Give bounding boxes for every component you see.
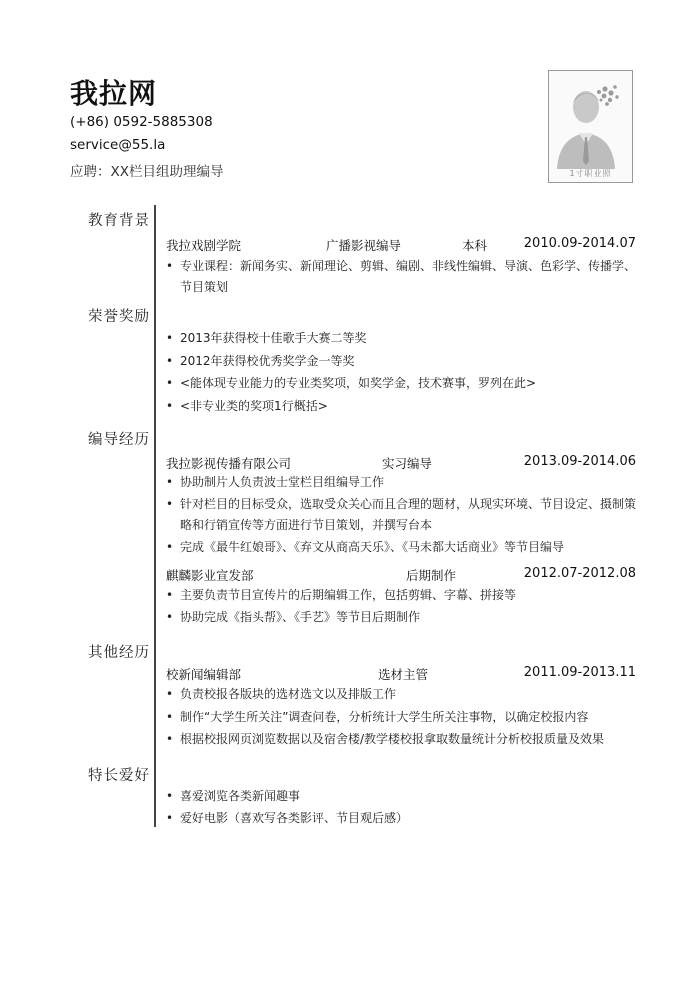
list-item: • 协助制片人负责波士堂栏目组编导工作 (166, 472, 636, 493)
job-role: 实习编导 (382, 456, 433, 471)
bullet-icon: • (166, 789, 174, 803)
job-date: 2013.09-2014.06 (523, 454, 636, 469)
section-title-other: 其他经历 (88, 645, 150, 661)
section-title-education: 教育背景 (88, 213, 150, 229)
bullet-icon: • (166, 588, 174, 602)
bullet-icon: • (166, 811, 174, 825)
bullet-icon: • (166, 732, 174, 746)
bullet-icon: • (166, 354, 174, 368)
resume-name: 我拉网 (70, 77, 158, 110)
major: 广播影视编导 (326, 238, 402, 253)
list-item: • 制作“大学生所关注”调查问卷，分析统计大学生所关注事物，以确定校报内容 (166, 707, 636, 728)
timeline-divider (154, 205, 156, 827)
bullet-icon: • (166, 399, 174, 413)
list-item: • 爱好电影（喜欢写各类影评、节目观后感） (166, 808, 636, 829)
bullet-icon: • (166, 331, 174, 345)
list-item: • 完成《最牛红娘哥》、《弃文从商高天乐》、《马未都大话商业》等节目编导 (166, 537, 636, 558)
profile-photo (548, 70, 633, 183)
list-item: • 喜爱浏览各类新闻趣事 (166, 786, 636, 807)
bullet-icon: • (166, 540, 174, 554)
education-date: 2010.09-2014.07 (523, 236, 636, 251)
list-item: • 协助完成《指头帮》、《手艺》等节目后期制作 (166, 607, 636, 628)
company-name: 我拉影视传播有限公司 (166, 456, 292, 471)
job-entry (166, 566, 636, 584)
list-item: • <能体现专业能力的专业类奖项，如奖学金，技术赛事，罗列在此> (166, 373, 636, 394)
bullet-icon: • (166, 687, 174, 701)
email-address: service@55.la (70, 137, 166, 153)
education-entry (166, 236, 636, 254)
list-item: • 负责校报各版块的选材选文以及排版工作 (166, 684, 636, 705)
degree: 本科 (462, 238, 488, 253)
list-item: • 针对栏目的目标受众，选取受众关心而且合理的题材，从现实环境、节目设定、摄制策略和行销宣传等方面进行节目策划，并撰写台本 (166, 494, 636, 536)
section-title-honors: 荣誉奖励 (88, 309, 150, 325)
section-title-directing: 编导经历 (88, 432, 150, 448)
company-name: 校新闻编辑部 (166, 667, 242, 682)
section-title-hobbies: 特长爱好 (88, 768, 150, 784)
job-entry (166, 454, 636, 472)
job-entry (166, 665, 636, 683)
bullet-icon: • (166, 710, 174, 724)
job-role: 后期制作 (406, 568, 457, 583)
job-date: 2011.09-2013.11 (523, 665, 636, 680)
list-item: • 根据校报网页浏览数据以及宿舍楼/教学楼校报拿取数量统计分析校报质量及效果 (166, 729, 636, 750)
phone-number: (+86) 0592-5885308 (70, 114, 213, 130)
bullet-icon: • (166, 475, 174, 489)
bullet-icon: • (166, 376, 174, 390)
list-item: • 2013年获得校十佳歌手大赛二等奖 (166, 328, 636, 349)
job-role: 选材主管 (378, 667, 429, 682)
target-position: 应聘：XX栏目组助理编导 (70, 164, 224, 180)
list-item: • 2012年获得校优秀奖学金一等奖 (166, 351, 636, 372)
company-name: 麒麟影业宣发部 (166, 568, 254, 583)
list-item: • <非专业类的奖项1行概括> (166, 396, 636, 417)
list-item: • 主要负责节目宣传片的后期编辑工作，包括剪辑、字幕、拼接等 (166, 585, 636, 606)
school-name: 我拉戏剧学院 (166, 238, 242, 253)
job-date: 2012.07-2012.08 (523, 566, 636, 581)
bullet-icon: • (166, 497, 174, 511)
bullet-icon: • (166, 610, 174, 624)
bullet-icon: • (166, 259, 174, 273)
person-silhouette-icon (549, 71, 632, 182)
photo-label: 1寸职业照 (569, 169, 612, 178)
list-item: • 专业课程：新闻务实、新闻理论、剪辑、编剧、非线性编辑、导演、色彩学、传播学、节目策划 (166, 256, 636, 298)
